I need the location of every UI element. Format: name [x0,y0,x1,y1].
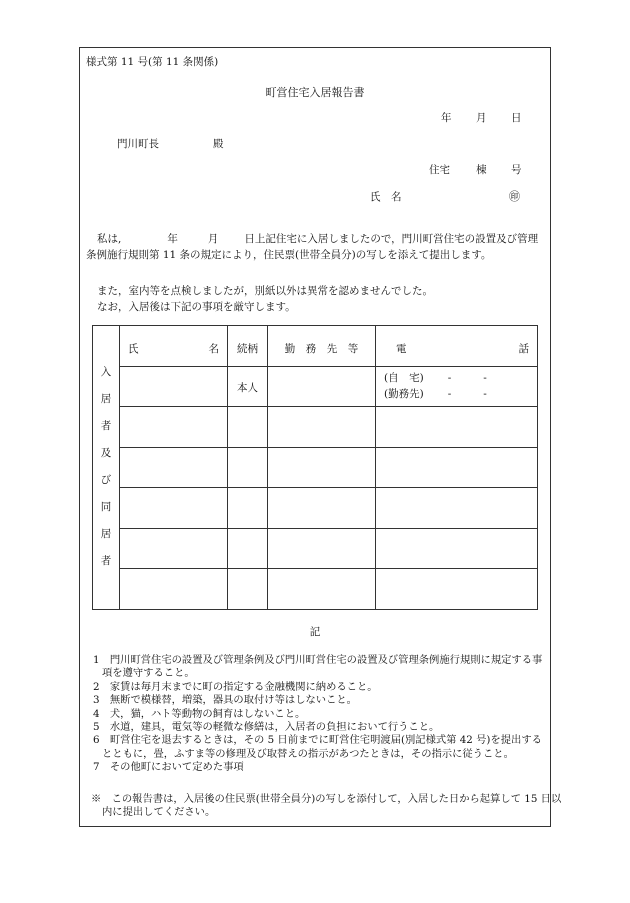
side-char: 居 [100,528,112,541]
cell-phone[interactable] [376,528,538,569]
date-day: 日 [511,112,522,124]
addressee-name: 門川町長 [117,138,159,150]
submission-note [91,793,562,820]
seal-mark: ㊞ [509,190,520,203]
cell-relation[interactable] [228,569,268,610]
list-item: 6 町営住宅を退去するときは，その 5 日前までに町営住宅明渡届(別記様式第 42 号)を提出するとともに，畳，ふすま等の修理及び取替えの指示があつたときは，その指示に従うこと。 [93,734,542,760]
side-char: 居 [100,393,112,406]
cell-workplace[interactable] [268,528,376,569]
cell-relation[interactable] [228,407,268,448]
addressee-honorific: 殿 [213,138,224,150]
occupant-side-label [93,326,120,610]
table-row [93,366,538,407]
list-item: 1 門川町営住宅の設置及び管理条例及び門川町営住宅の設置及び管理条例施行規則に規定する事項を遵守すること。 [93,654,543,680]
note-text: ※ この報告書は，入居後の住民票(世帯全員分)の写しを添付して，入居した日から起算して 15 日以内に提出してください。 [91,793,562,819]
side-char: 者 [100,555,112,568]
side-char: 同 [100,501,112,514]
cell-relation[interactable] [228,447,268,488]
header-phone-b: 話 [518,343,529,355]
form-number: 様式第 11 号(第 11 条関係) [86,56,219,68]
header-name-a: 氏 [128,343,139,355]
cell-name[interactable] [120,569,228,610]
body-paragraph-2: また，室内等を点検しましたが，別紙以外は異常を認めませんでした。 [97,285,433,297]
list-item: 3 無断で模様替，増築，器具の取付け等はしないこと。 [93,694,357,707]
header-phone [376,326,538,367]
housing-label: 住宅 [429,164,450,176]
table-row [93,447,538,488]
date-month: 月 [476,112,487,124]
cell-name[interactable] [120,407,228,448]
phone-home [376,370,537,386]
side-char: 者 [100,420,112,433]
cell-phone[interactable] [376,407,538,448]
occupant-table [92,325,538,610]
list-item: 7 その他町において定めた事項 [93,761,244,774]
number-label: 号 [511,164,522,176]
cell-workplace[interactable] [268,366,376,407]
side-char: び [100,474,112,487]
p1-rest: 日上記住宅に入居しましたので，門川町営住宅の設置及び管理条例施行規則第 11 条の規定により，住民票(世帯全員分)の写しを添えて提出します。 [86,233,539,261]
phone-work [376,386,537,402]
cell-phone[interactable] [376,488,538,529]
body-paragraph-3: なお，入居後は下記の事項を厳守します。 [97,301,296,313]
cell-name[interactable] [120,528,228,569]
cell-relation [228,366,268,407]
table-row [93,488,538,529]
cell-workplace[interactable] [268,488,376,529]
cell-workplace[interactable] [268,569,376,610]
applicant-name-label: 氏 名 [370,191,402,203]
phone-work-label: (勤務先) [384,387,424,400]
table-row [93,407,538,448]
phone-dash: - [447,387,452,400]
cell-name[interactable] [120,488,228,529]
header-phone-a: 電 [396,343,407,355]
relation-self: 本人 [237,381,258,394]
p1-year: 年 [167,233,178,245]
cell-name[interactable] [120,366,228,407]
cell-phone[interactable] [376,569,538,610]
list-item: 5 水道，建具，電気等の軽微な修繕は，入居者の負担において行うこと。 [93,721,440,734]
cell-phone[interactable] [376,366,538,407]
cell-workplace[interactable] [268,407,376,448]
cell-relation[interactable] [228,488,268,529]
p1-month: 月 [207,233,219,245]
phone-dash: - [483,387,487,400]
header-name-b: 名 [208,343,219,355]
cell-workplace[interactable] [268,447,376,488]
header-workplace: 勤 務 先 等 [268,326,376,367]
cell-relation[interactable] [228,528,268,569]
cell-name[interactable] [120,447,228,488]
date-year: 年 [441,112,452,124]
table-row [93,528,538,569]
side-char: 入 [100,366,112,379]
p1-start: 私は, [97,233,122,245]
body-paragraph-1 [86,231,548,263]
list-item: 2 家賃は毎月末までに町の指定する金融機関に納めること。 [93,680,378,693]
phone-dash: - [447,371,452,384]
list-item: 4 犬，猫，ハト等動物の飼育はしないこと。 [93,707,306,720]
page-title: 町営住宅入居報告書 [265,86,365,99]
side-char: 及 [100,447,112,460]
phone-dash: - [483,371,487,384]
ki-heading: 記 [309,626,321,638]
table-row [93,569,538,610]
rules-list [93,654,551,775]
building-label: 棟 [476,164,487,176]
header-name [120,326,228,367]
cell-phone[interactable] [376,447,538,488]
header-relation: 続柄 [228,326,268,367]
phone-home-label: (自 宅) [384,371,424,384]
